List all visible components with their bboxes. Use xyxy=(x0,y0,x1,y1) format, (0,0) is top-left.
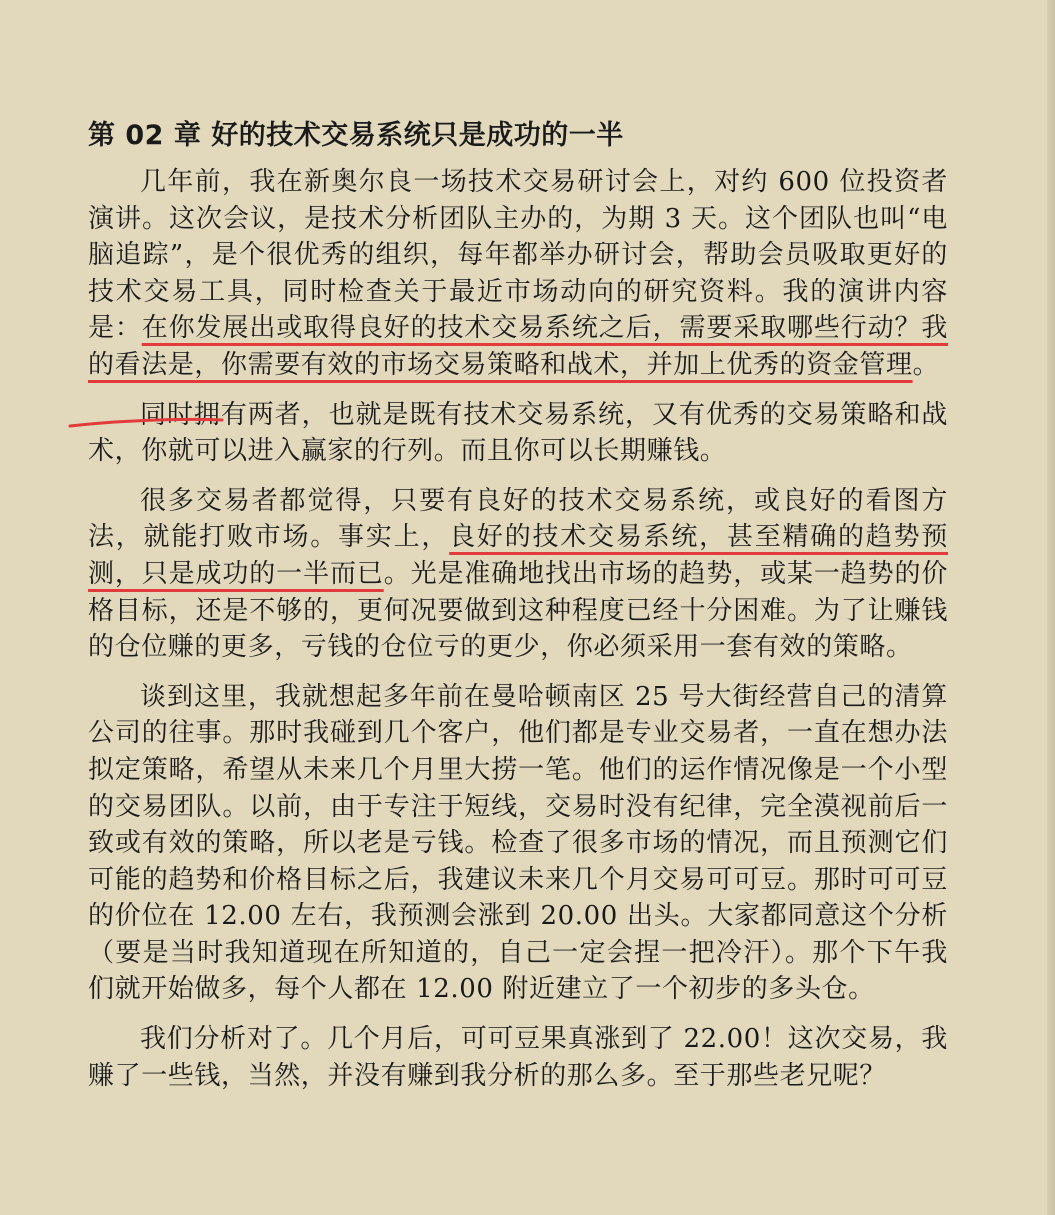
paragraph-1 xyxy=(88,164,948,384)
paragraph-2: 同时拥有两者，也就是既有技术交易系统，又有优秀的交易策略和战术，你就可以进入赢家的行列。而且你可以长期赚钱。 xyxy=(88,399,948,467)
paragraph-5: 我们分析对了。几个月后，可可豆果真涨到了 22.00！这次交易，我赚了一些钱，当然，并没有赚到我分析的那么多。至于那些老兄呢？ xyxy=(88,1024,948,1091)
paragraph-3-underlined-text: 良好的技术交易系统，甚至精确的趋势预测，只是成功的一半而已 xyxy=(88,522,948,589)
paragraph-1-ending: 。 xyxy=(912,349,940,380)
paragraph-3-text: 很多交易者都觉得，只要有良好的技术交易系统，或良好的看图方法，就能打败市场。事实上， xyxy=(88,485,948,553)
chapter-heading xyxy=(88,112,948,160)
chapter-number: 第 02 章 xyxy=(88,120,202,151)
chapter-title: 好的技术交易系统只是成功的一半 xyxy=(211,120,624,151)
paragraph-1-underlined-text: 在你发展出或取得良好的技术交易系统之后，需要采取哪些行动？我的看法是，你需要有效的市场交易策略和战术，并加上优秀的资金管理 xyxy=(88,313,948,380)
paragraph-3 xyxy=(88,483,948,666)
paragraph-3-ending: 。光是准确地找出市场的趋势，或某一趋势的价格目标，还是不够的，更何况要做到这种程度已经十分困难。为了让赚钱的仓位赚的更多，亏钱的仓位亏的更少，你必须采用一套有效的策略。 xyxy=(88,558,948,663)
page-content xyxy=(88,112,948,1105)
red-pen-underline-mark xyxy=(66,412,226,430)
page-edge xyxy=(1047,0,1055,1215)
paragraph-4: 谈到这里，我就想起多年前在曼哈顿南区 25 号大街经营自己的清算公司的往事。那时我碰到几个客户，他们都是专业交易者，一直在想办法拟定策略，希望从未来几个月里大捞一笔。他们的运作情况像是一个小型的交易团队。以前，由于专注于短线，交易时没有纪律，完全漠视前后一致或有效的策略，所以老是亏钱。检查了很多市场的情况，而且预测它们可能的趋势和价格目标之后，我建议未来几个月交易可可豆。那时可可豆的价位在 12.00 左右，我预测会涨到 20.00 出头。大家都同意这个分析（要是当时我知道现在所知道的，自己一定会捏一把冷汗）。那个下午我们就开始做多，每个人都在 12.00 附近建立了一个初步的多头仓。 xyxy=(88,681,948,1005)
paragraph-1-text: 几年前，我在新奥尔良一场技术交易研讨会上，对约 600 位投资者演讲。这次会议，是技术分析团队主办的，为期 3 天。这个团队也叫“电脑追踪”，是个很优秀的组织，每年都举办研讨会，帮助会员吸取更好的技术交易工具，同时检查关于最近市场动向的研究资料。我的演讲内容是： xyxy=(88,167,948,344)
